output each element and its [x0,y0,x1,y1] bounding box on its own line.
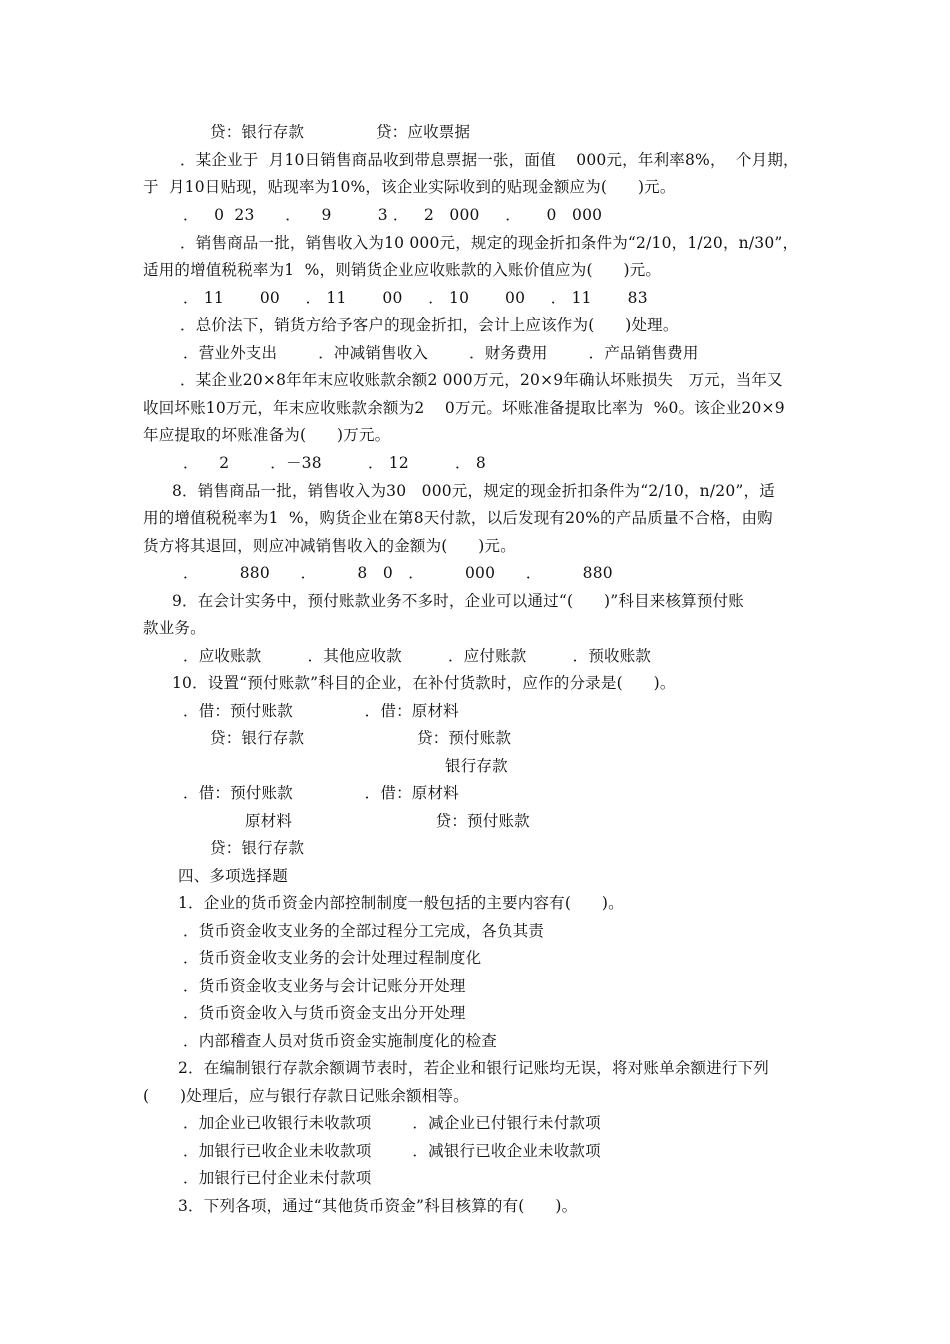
text-line: 1．企业的货币资金内部控制制度一般包括的主要内容有( )。 [178,894,624,912]
text-line: ．应收账款 ．其他应收款 ．应付账款 ．预收账款 [183,647,652,665]
text-line: ．内部稽查人员对货币资金实施制度化的检查 [183,1032,498,1050]
text-line: ．总价法下，销货方给予客户的现金折扣，会计上应该作为( )处理。 [180,316,679,334]
text-line: 年应提取的坏账准备为( )万元。 [143,426,391,444]
text-line: 贷：银行存款 贷：预付账款 [210,729,512,747]
text-line: ． 880 ． 8 0 ． 000 ． 880 [183,564,613,582]
section-heading: 四、多项选择题 [178,867,288,885]
text-line: ．某企业20×8年年末应收账款余额2 000万元，20×9年确认坏账损失 万元，当年又 [180,371,783,389]
text-line: 银行存款 [445,757,508,775]
text-line: ．货币资金收支业务的全部过程分工完成，各负其责 [183,922,545,940]
text-line: 8．销售商品一批，销售收入为30 000元，规定的现金折扣条件为“2/10，n/20”，适 [172,482,775,500]
text-line: 适用的增值税税率为1 %，则销货企业应收账款的入账价值应为( )元。 [143,261,662,279]
text-line: ．借：预付账款 ．借：原材料 [183,784,459,802]
text-line: ．借：预付账款 ．借：原材料 [183,702,459,720]
text-line: 贷：银行存款 贷：应收票据 [210,123,471,141]
text-line: ．货币资金收支业务与会计记账分开处理 [183,977,466,995]
text-line: 贷：银行存款 [210,839,305,857]
text-line: ．营业外支出 ．冲减销售收入 ．财务费用 ．产品销售费用 [183,344,699,362]
text-line: ．加银行已收企业未收款项 ．减银行已收企业未收款项 [183,1142,601,1160]
text-line: ．某企业于 月10日销售商品收到带息票据一张，面值 000元，年利率8%， 个月期， [180,151,799,169]
text-line: 10．设置“预付账款”科目的企业，在补付货款时，应作的分录是( )。 [172,674,676,692]
text-line: 9．在会计实务中，预付账款业务不多时，企业可以通过“( )”科目来核算预付账 [172,592,744,610]
text-line: 于 月10日贴现，贴现率为10%，该企业实际收到的贴现金额应为( )元。 [143,178,676,196]
text-line: ．销售商品一批，销售收入为10 000元，规定的现金折扣条件为“2/10，1/20，n/30”， [180,234,799,252]
text-line: ． 2 ．－38 ． 12 ． 8 [183,454,486,472]
text-line: 款业务。 [143,619,206,637]
text-line: ( )处理后，应与银行存款日记账余额相等。 [143,1087,469,1105]
text-line: 原材料 贷：预付账款 [245,812,530,830]
text-line: ．加银行已付企业未付款项 [183,1169,372,1187]
text-line: 2．在编制银行存款余额调节表时，若企业和银行记账均无误，将对账单余额进行下列 [178,1059,769,1077]
text-line: ． 11 00 ． 11 00 ． 10 00 ． 11 83 [183,289,648,307]
text-line: ．货币资金收入与货币资金支出分开处理 [183,1004,466,1022]
text-line: 用的增值税税率为1 %，购货企业在第8天付款，以后发现有20%的产品质量不合格，由购 [143,509,773,527]
text-line: 3．下列各项，通过“其他货币资金”科目核算的有( )。 [178,1197,578,1215]
text-line: ．加企业已收银行未收款项 ．减企业已付银行未付款项 [183,1114,601,1132]
text-line: ． 0 23 ． 9 3 ． 2 000 ． 0 000 [183,206,603,224]
text-line: 货方将其退回，则应冲减销售收入的金额为( )元。 [143,537,516,555]
text-line: ．货币资金收支业务的会计处理过程制度化 [183,949,482,967]
text-line: 收回坏账10万元，年末应收账款余额为2 0万元。坏账准备提取比率为 %0。该企业20×9 [143,399,785,417]
